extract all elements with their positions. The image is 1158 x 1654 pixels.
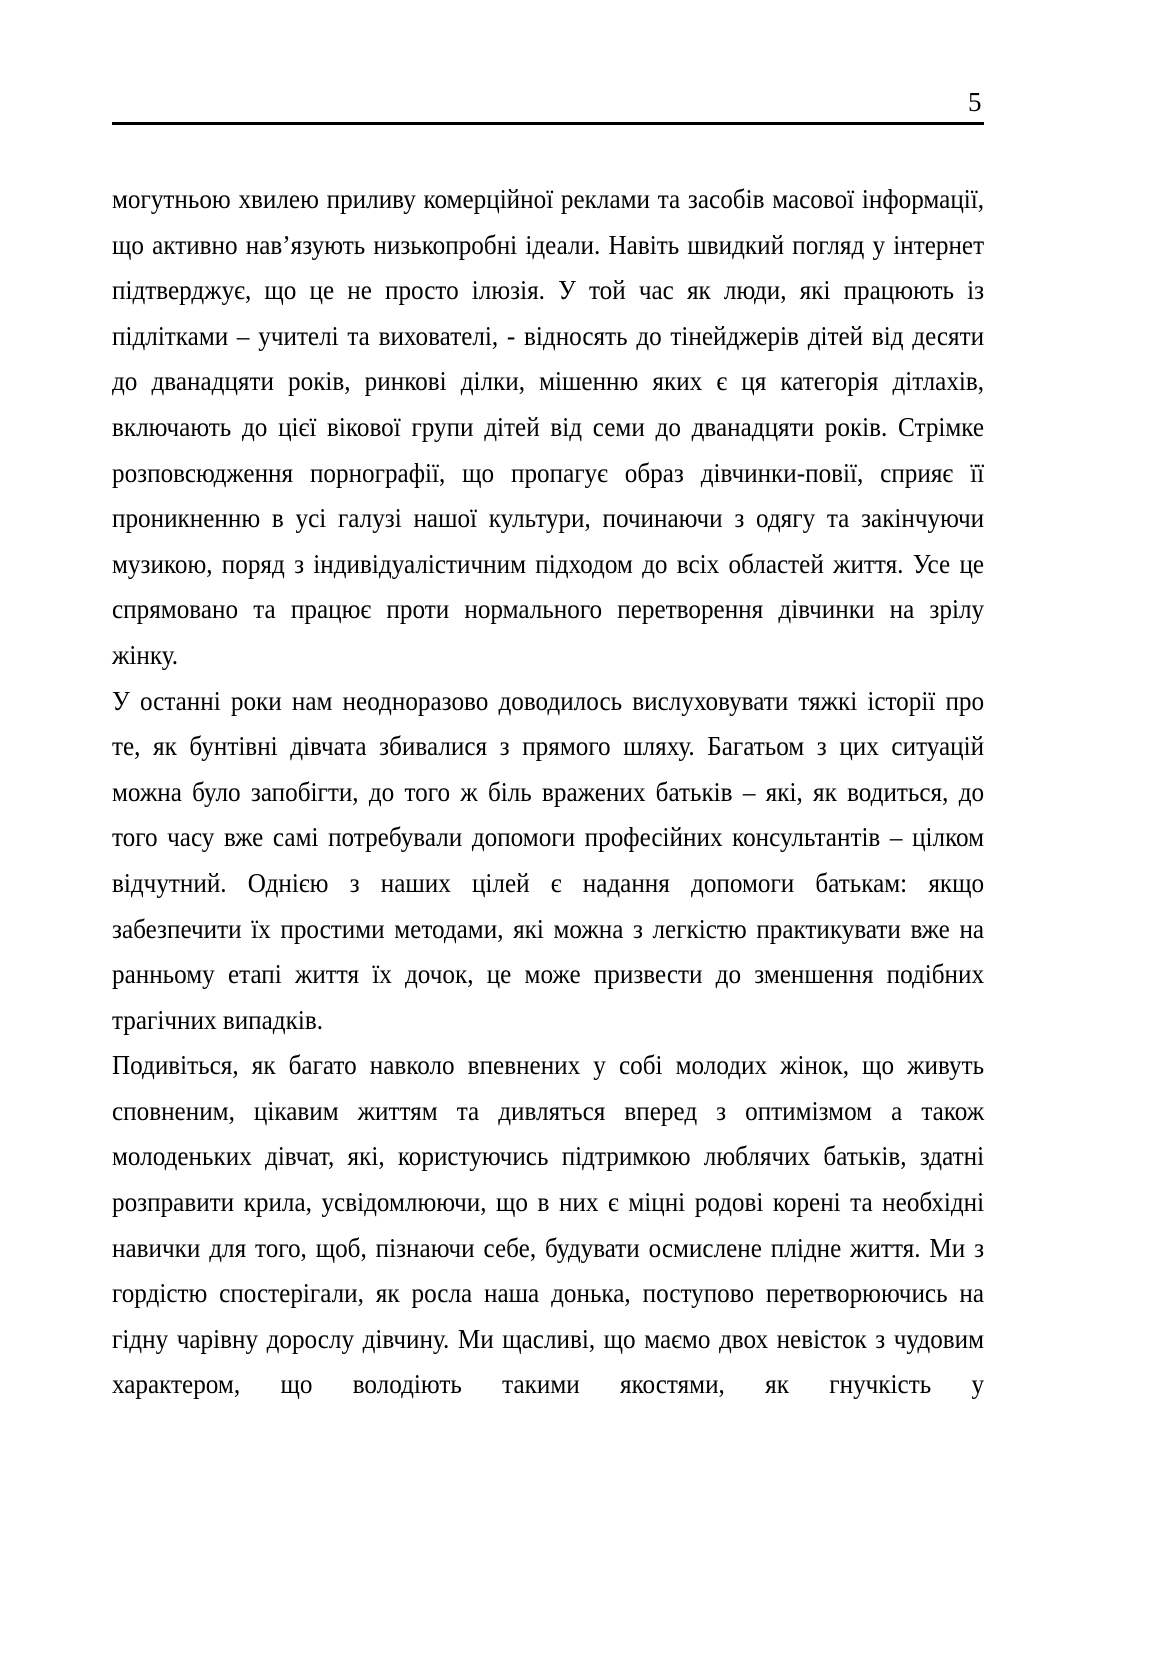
- page-number: 5: [968, 87, 982, 117]
- paragraph-1-text: могутньою хвилею приливу комерційної реклами та засобів масової інформації, що активно нав’язують низькопробні ідеали. Навіть швидкий погляд у інтернет підтверджує, що це не просто ілюзія. У той час як люди, які працюють із підлітками – учителі та вихователі, - відносять до тінейджерів дітей від десяти до дванадцяти років, ринкові ділки, мішенню яких є ця категорія дітлахів, включають до цієї вікової групи дітей від семи до дванадцяти років. Стрімке розповсюдження порнографії, що пропагує образ дівчинки-повії, сприяє її проникненню в усі галузі нашої культури, починаючи з одягу та закінчуючи музикою, поряд з індивідуалістичним підходом до всіх областей життя. Усе це спрямовано та працює проти нормального перетворення дівчинки на зрілу жінку.: [112, 183, 985, 670]
- header-divider: [112, 122, 984, 125]
- paragraph-2: [112, 678, 984, 1043]
- paragraph-3: [112, 1042, 984, 1452]
- page-header: [112, 86, 984, 125]
- paragraph-1: [112, 176, 984, 678]
- paragraph-2-text: У останні роки нам неодноразово доводилось вислуховувати тяжкі історії про те, як бунтівні дівчата збивалися з прямого шляху. Багатьом з цих ситуацій можна було запобігти, до того ж біль вражених батьків – які, як водиться, до того часу вже самі потребували допомоги професійних консультантів – цілком відчутний. Однією з наших цілей є надання допомоги батькам: якщо забезпечити їх простими методами, які можна з легкістю практикувати вже на ранньому етапі життя їх дочок, це може призвести до зменшення подібних трагічних випадків.: [112, 684, 985, 1035]
- page-body: [112, 176, 984, 1453]
- paragraph-3-text: Подивіться, як багато навколо впевнених у собі молодих жінок, що живуть сповненим, цікавим життям та дивляться вперед з оптимізмом а також молоденьких дівчат, які, користуючись підтримкою люблячих батьків, здатні розправити крила, усвідомлюючи, що в них є міцні родові корені та необхідні навички для того, щоб, пізнаючи себе, будувати осмислене плідне життя. Ми з гордістю спостерігали, як росла наша донька, поступово перетворюючись на гідну чарівну дорослу дівчину. Ми щасливі, що маємо двох невісток з чудовим характером, що володіють такими якостями, як гнучкість у: [112, 1049, 985, 1400]
